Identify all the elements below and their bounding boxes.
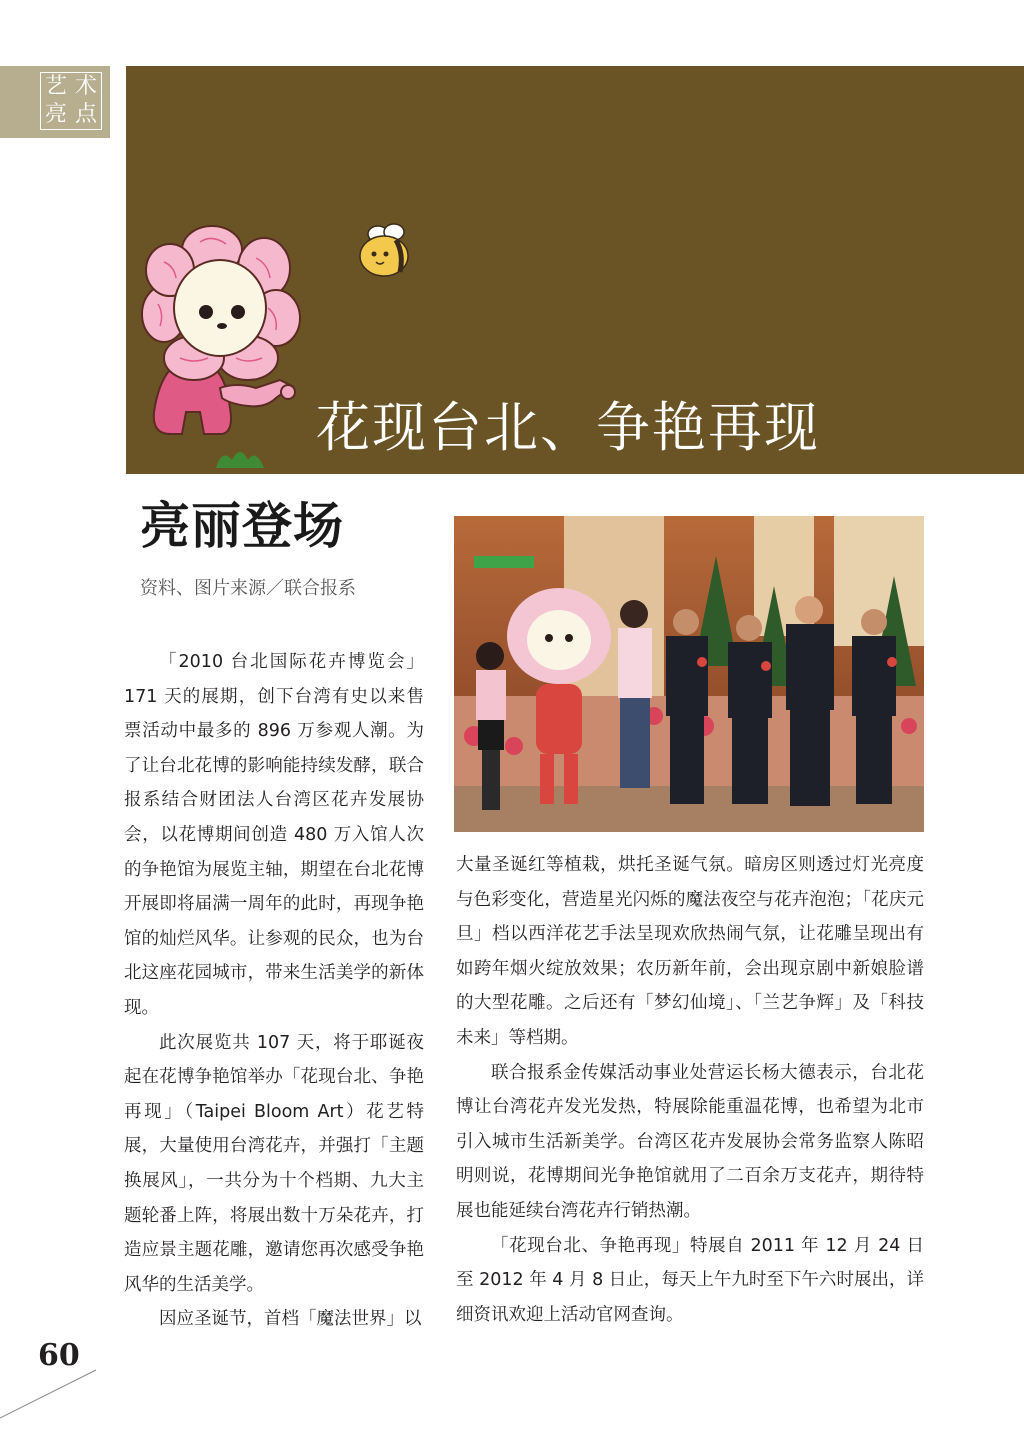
section-tag-frame: [40, 72, 102, 130]
section-tag-char: 术: [74, 74, 97, 99]
article-paragraph: 联合报系金传媒活动事业处营运长杨大德表示，台北花博让台湾花卉发光发热，特展除能重温花博，也希望为北市引入城市生活新美学。台湾区花卉发展协会常务监察人陈昭明则说，花博期间光争艳馆就用了二百余万支花卉，期待特展也能延续台湾花卉行销热潮。: [456, 1062, 924, 1221]
bee-illustration: [356, 222, 416, 278]
article-column-left: [124, 645, 424, 1337]
article-column-right: [456, 848, 924, 1332]
section-tag-char: 点: [74, 102, 97, 127]
event-photo-illustration: [454, 516, 924, 832]
section-tag-char: 艺: [44, 74, 67, 99]
article-paragraph: 因应圣诞节，首档「魔法世界」以: [159, 1309, 422, 1330]
banner-title: 花现台北、争艳再现: [316, 396, 820, 459]
decorative-corner-line: [0, 1360, 100, 1420]
article-paragraph: 「花现台北、争艳再现」特展自 2011 年 12 月 24 日至 2012 年 4 月 8 日止，每天上午九时至下午六时展出，详细资讯欢迎上活动官网查询。: [456, 1235, 924, 1325]
page-number: 60: [38, 1338, 80, 1373]
article-paragraph: 此次展览共 107 天，将于耶诞夜起在花博争艳馆举办「花现台北、争艳再现」（Taipei Bloom Art）花艺特展，大量使用台湾花卉，并强打「主题换展风」，一共分为十个档期、九大主题轮番上阵，将展出数十万朵花卉，打造应景主题花雕，邀请您再次感受争艳风华的生活美学。: [124, 1032, 424, 1295]
article-heading: 亮丽登场: [140, 496, 344, 555]
section-tag: [0, 66, 110, 138]
article-credit: 资料、图片来源／联合报系: [140, 578, 356, 599]
section-tag-char: 亮: [44, 102, 67, 127]
flower-mascot-illustration: [140, 212, 310, 472]
article-paragraph: 大量圣诞红等植栽，烘托圣诞气氛。暗房区则透过灯光亮度与色彩变化，营造星光闪烁的魔法夜空与花卉泡泡；「花庆元旦」档以西洋花艺手法呈现欢欣热闹气氛，让花雕呈现出有如跨年烟火绽放效果；农历新年前，会出现京剧中新娘脸谱的大型花雕。之后还有「梦幻仙境」、「兰艺争辉」及「科技未来」等档期。: [456, 855, 924, 1048]
article-paragraph: 「2010 台北国际花卉博览会」171 天的展期，创下台湾有史以来售票活动中最多的 896 万参观人潮。为了让台北花博的影响能持续发酵，联合报系结合财团法人台湾区花卉发展协会，以花博期间创造 480 万入馆人次的争艳馆为展览主轴，期望在台北花博开展即将届满一周年的此时，再现争艳馆的灿烂风华。让参观的民众，也为台北这座花园城市，带来生活美学的新体现。: [124, 652, 424, 1018]
event-photo: [454, 516, 924, 832]
